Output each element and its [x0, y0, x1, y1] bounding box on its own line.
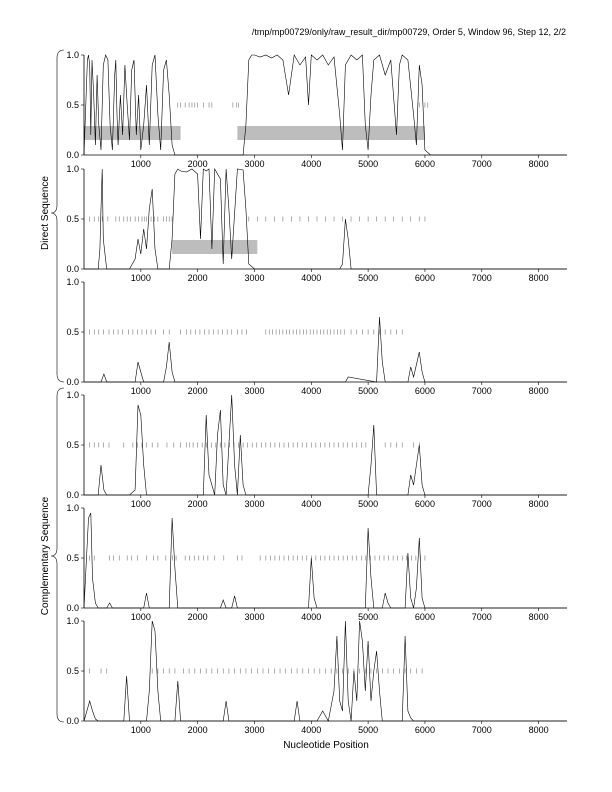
- panel-4-xtick-label-1: 1000: [130, 499, 151, 509]
- group-bracket-complementary: [51, 388, 64, 722]
- panel-1-ytick-label-1: 0.0: [66, 150, 79, 160]
- panel-5: [66, 503, 567, 622]
- panel-1-xtick-label-8: 8000: [528, 159, 549, 169]
- panel-6-ytick-label-3: 1.0: [66, 616, 79, 626]
- panel-2-ytick-label-1: 0.0: [66, 264, 79, 274]
- panel-4: [66, 390, 567, 509]
- panel-3: [66, 277, 567, 396]
- panel-5-series-1: [84, 513, 567, 608]
- panel-2: [66, 164, 567, 283]
- panels: [66, 50, 567, 735]
- panel-5-xtick-label-1: 1000: [130, 612, 151, 622]
- panel-1-xtick-label-3: 3000: [244, 159, 265, 169]
- panel-2-xtick-label-4: 4000: [301, 273, 322, 283]
- panel-1: [66, 50, 567, 169]
- panel-2-ytick-label-3: 1.0: [66, 164, 79, 174]
- panel-6-xtick-label-6: 6000: [414, 725, 435, 735]
- panel-5-ytick-label-1: 0.0: [66, 603, 79, 613]
- panel-5-xtick-label-5: 5000: [358, 612, 379, 622]
- panel-2-xtick-label-7: 7000: [471, 273, 492, 283]
- panel-4-xtick-label-5: 5000: [358, 499, 379, 509]
- panel-5-xtick-label-6: 6000: [414, 612, 435, 622]
- panel-1-xtick-label-7: 7000: [471, 159, 492, 169]
- panel-1-xtick-label-6: 6000: [414, 159, 435, 169]
- panel-3-xtick-label-1: 1000: [130, 386, 151, 396]
- panel-2-bar-1: [172, 240, 257, 254]
- panel-2-xtick-label-2: 2000: [187, 273, 208, 283]
- panel-1-xtick-label-4: 4000: [301, 159, 322, 169]
- panel-3-xtick-label-2: 2000: [187, 386, 208, 396]
- panel-6-ytick-label-1: 0.0: [66, 716, 79, 726]
- panel-4-xtick-label-6: 6000: [414, 499, 435, 509]
- panel-1-ytick-label-2: 0.5: [66, 100, 79, 110]
- panel-4-series-1: [84, 395, 567, 495]
- panel-5-ytick-label-3: 1.0: [66, 503, 79, 513]
- panel-6-xtick-label-2: 2000: [187, 725, 208, 735]
- panel-5-xtick-label-4: 4000: [301, 612, 322, 622]
- panel-6-xtick-label-7: 7000: [471, 725, 492, 735]
- panel-1-ytick-label-3: 1.0: [66, 50, 79, 60]
- panel-6-xtick-label-5: 5000: [358, 725, 379, 735]
- panel-4-xtick-label-3: 3000: [244, 499, 265, 509]
- panel-4-xtick-label-8: 8000: [528, 499, 549, 509]
- figure-header: /tmp/mp00729/only/raw_result_dir/mp00729, Order 5, Window 96, Step 12, 2/2: [251, 27, 566, 37]
- panel-4-xtick-label-7: 7000: [471, 499, 492, 509]
- panel-2-xtick-label-6: 6000: [414, 273, 435, 283]
- panel-3-ytick-label-3: 1.0: [66, 277, 79, 287]
- panel-3-ytick-label-1: 0.0: [66, 377, 79, 387]
- panel-3-xtick-label-3: 3000: [244, 386, 265, 396]
- panel-6-xtick-label-4: 4000: [301, 725, 322, 735]
- panel-2-xtick-label-8: 8000: [528, 273, 549, 283]
- panel-5-xtick-label-3: 3000: [244, 612, 265, 622]
- panel-3-ytick-label-2: 0.5: [66, 327, 79, 337]
- panel-5-xtick-label-2: 2000: [187, 612, 208, 622]
- panel-1-xtick-label-1: 1000: [130, 159, 151, 169]
- group-bracket-direct: [51, 50, 64, 382]
- panel-6: [66, 616, 567, 735]
- panel-2-xtick-label-1: 1000: [130, 273, 151, 283]
- panel-3-xtick-label-7: 7000: [471, 386, 492, 396]
- panel-4-ytick-label-3: 1.0: [66, 390, 79, 400]
- panel-1-bar-1: [84, 126, 181, 140]
- panel-6-xtick-label-8: 8000: [528, 725, 549, 735]
- direct-sequence-label: Direct Sequence: [40, 176, 51, 250]
- panel-3-xtick-label-6: 6000: [414, 386, 435, 396]
- panel-6-ytick-label-2: 0.5: [66, 666, 79, 676]
- panel-4-ytick-label-1: 0.0: [66, 490, 79, 500]
- panel-3-series-1: [84, 317, 567, 382]
- panel-5-xtick-label-8: 8000: [528, 612, 549, 622]
- panel-4-ytick-label-2: 0.5: [66, 440, 79, 450]
- complementary-sequence-label: Complementary Sequence: [40, 496, 51, 616]
- panel-6-xtick-label-3: 3000: [244, 725, 265, 735]
- panel-2-xtick-label-3: 3000: [244, 273, 265, 283]
- panel-3-xtick-label-5: 5000: [358, 386, 379, 396]
- panel-3-xtick-label-4: 4000: [301, 386, 322, 396]
- x-axis-label: Nucleotide Position: [283, 740, 369, 751]
- panel-5-ytick-label-2: 0.5: [66, 553, 79, 563]
- panel-4-xtick-label-2: 2000: [187, 499, 208, 509]
- panel-5-xtick-label-7: 7000: [471, 612, 492, 622]
- panel-6-xtick-label-1: 1000: [130, 725, 151, 735]
- panel-1-xtick-label-5: 5000: [358, 159, 379, 169]
- panel-4-xtick-label-4: 4000: [301, 499, 322, 509]
- panel-1-xtick-label-2: 2000: [187, 159, 208, 169]
- panel-3-xtick-label-8: 8000: [528, 386, 549, 396]
- panel-2-xtick-label-5: 5000: [358, 273, 379, 283]
- panel-2-ytick-label-2: 0.5: [66, 214, 79, 224]
